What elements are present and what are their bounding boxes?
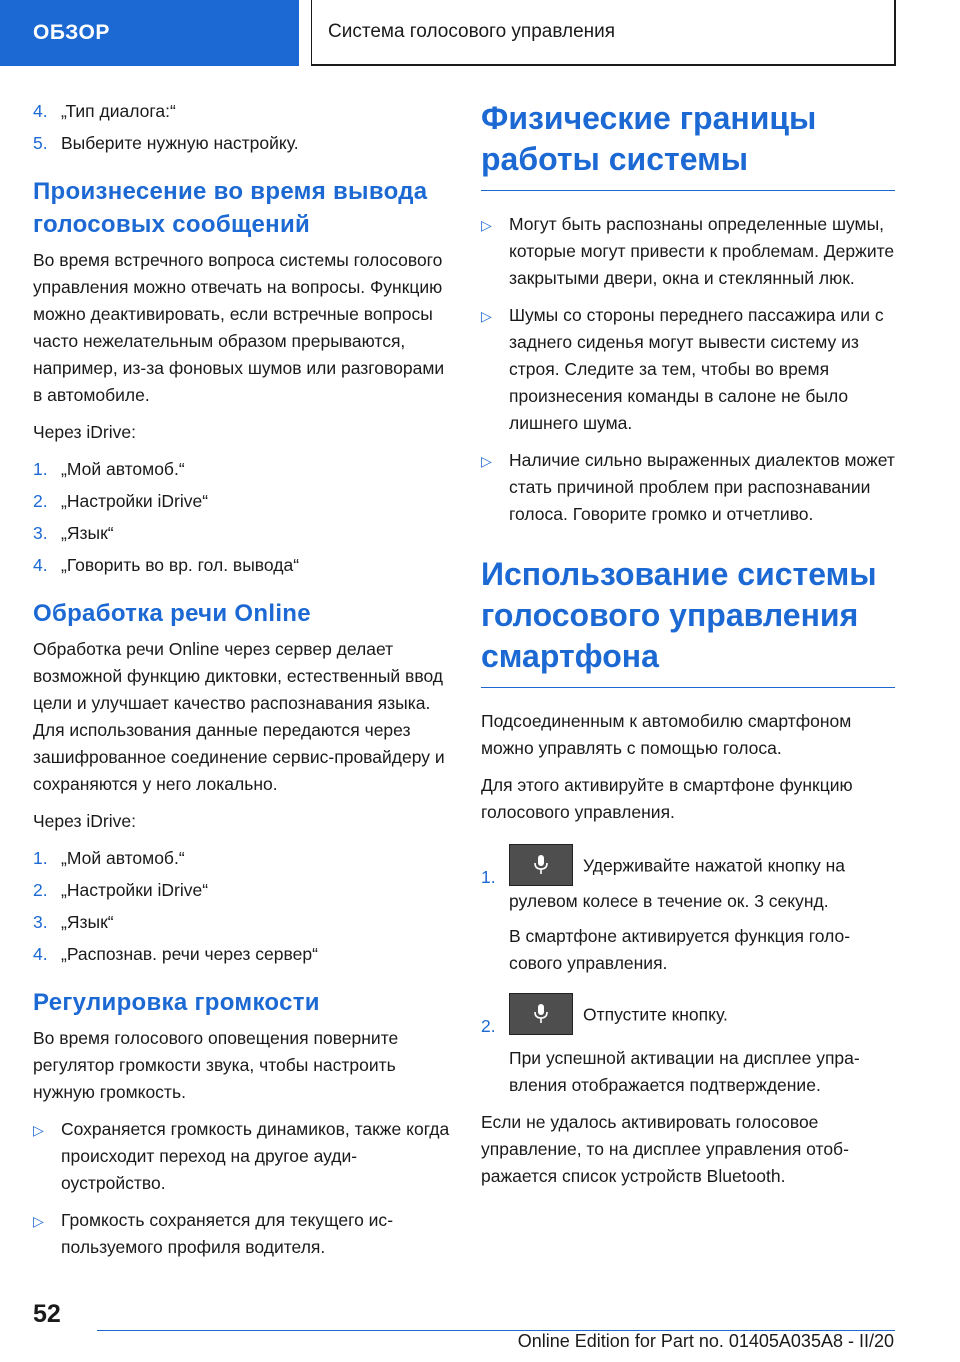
triangle-bullet-icon: ▷ (481, 217, 492, 233)
list-item: ▷ Шумы со стороны переднего пассажира или с заднего сиденья могут вывести систему из строя. Следите за тем, чтобы во время произнесения команды в салоне не было лишнего шума. (481, 302, 895, 437)
paragraph-phone-fail: Если не удалось активировать голосовое управление, то на дисплее управления отображается список устройств Bluetooth. (481, 1112, 849, 1186)
left-column (33, 98, 451, 1271)
paragraph-volume: Во время голосового оповещения поверните регулятор громкости звука, чтобы настроить нужную громкость. (33, 1028, 399, 1102)
right-column (481, 98, 895, 1200)
phone-step: 2. Отпустите кнопку. При успешной активации на дисплее управления отображается подтверждение. (481, 995, 895, 1099)
paragraph-phone-intro: Подсоединенным к автомобилю смартфоном можно управлять с помощью голоса. (481, 711, 852, 758)
heading-physical-limits: Физические границы работы системы (481, 100, 817, 177)
via-idrive-label: Через iDrive: (33, 422, 136, 442)
list-item: 1. „Мой автомоб.“ (33, 459, 185, 479)
paragraph-online: Обработка речи Online через сервер делает возможной функцию диктовки, естественный ввод цели и улучшает качество распознавания языка. Для использования данные передаются через зашифрованное соединение сервис-провайдеру и сохраняются у него локально. (33, 639, 445, 794)
list-item: 2. „Настройки iDrive“ (33, 491, 209, 511)
heading-volume: Регулировка громкости (33, 989, 320, 1016)
triangle-bullet-icon: ▷ (33, 1122, 44, 1138)
list-item: 4. „Распознав. речи через сервер“ (33, 944, 318, 964)
steps-speak (33, 456, 451, 579)
heading-rule (481, 190, 895, 191)
section-tab: ОБЗОР (0, 0, 299, 66)
heading-rule (481, 687, 895, 688)
microphone-icon (533, 1003, 549, 1025)
list-item: 3. „Язык“ (33, 523, 114, 543)
phone-step: 1. Удерживайте нажатой кнопку на рулевом колесе в течение ок. 3 секунд. В смартфоне активируется функция голосового управления. (481, 846, 895, 977)
list-item: 4. „Тип диалога:“ (33, 101, 176, 121)
triangle-bullet-icon: ▷ (481, 453, 492, 469)
footer-edition: Online Edition for Part no. 01405A035A8 - II/20 (517, 1331, 894, 1351)
steps-online (33, 845, 451, 968)
microphone-icon (533, 854, 549, 876)
intro-steps (33, 98, 451, 157)
chapter-title: Система голосового управления (311, 0, 896, 66)
list-item: ▷ Громкость сохраняется для текущего используемого профиля водителя. (33, 1207, 451, 1261)
voice-button (509, 844, 573, 886)
list-item: 1. „Мой автомоб.“ (33, 848, 185, 868)
bullets-volume (33, 1116, 451, 1261)
paragraph-phone-activate: Для этого активируйте в смартфоне функцию голосового управления. (481, 775, 853, 822)
list-item: 5. Выберите нужную настройку. (33, 133, 299, 153)
bullets-limits (481, 211, 895, 528)
heading-speak-during-output: Произнесение во время вывода голосовых сообщений (33, 178, 428, 238)
voice-button (509, 993, 573, 1035)
list-item: 2. „Настройки iDrive“ (33, 880, 209, 900)
list-item: ▷ Могут быть распознаны определенные шумы, которые могут привести к проблемам. Держите закрытыми двери, окна и стеклянный люк. (481, 211, 895, 292)
list-item: ▷ Наличие сильно выраженных диалектов может стать причиной проблем при распознавании голоса. Говорите громко и отчетливо. (481, 447, 895, 528)
heading-smartphone-voice: Использование системы голосового управления смартфона (481, 556, 877, 674)
page-number: 52 (33, 1300, 61, 1328)
list-item: 4. „Говорить во вр. гол. вывода“ (33, 555, 300, 575)
heading-online-speech: Обработка речи Online (33, 600, 311, 627)
triangle-bullet-icon: ▷ (33, 1213, 44, 1229)
paragraph-speak: Во время встречного вопроса системы голосового управления можно отвечать на вопросы. Функцию можно деактивировать, если встречные вопросы часто нежелательным образом прерываются, например, из-за фоновых шумов или разговорами в автомобиле. (33, 250, 445, 405)
triangle-bullet-icon: ▷ (481, 308, 492, 324)
list-item: 3. „Язык“ (33, 912, 114, 932)
list-item: ▷ Сохраняется громкость динамиков, также когда происходит переход на другое аудиоустройство. (33, 1116, 451, 1197)
via-idrive-label: Через iDrive: (33, 811, 136, 831)
